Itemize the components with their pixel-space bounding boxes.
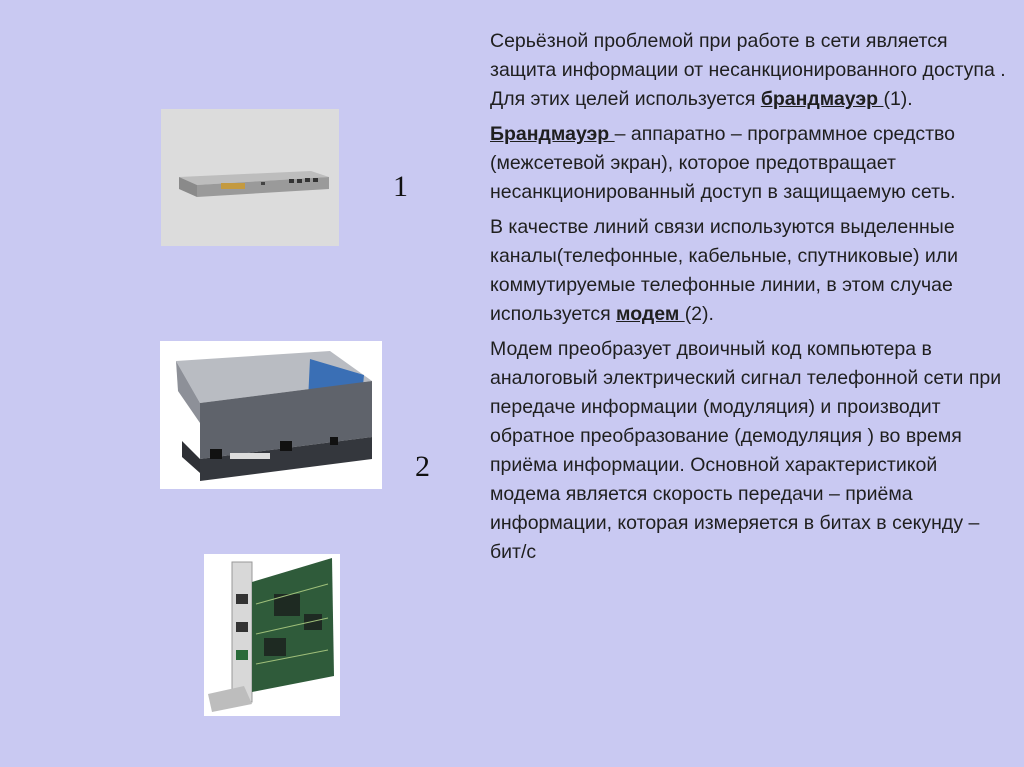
paragraph-tail: (2). — [684, 303, 714, 325]
term-firewall-link: брандмауэр — [760, 88, 884, 110]
paragraph-text: – аппаратно – программное средство (межсетевой экран), которое предотвращает несанкционированный доступ в защищаемую сеть. — [490, 123, 956, 203]
paragraph-firewall-definition — [490, 120, 1010, 207]
paragraph-modem-description — [490, 335, 1010, 567]
paragraph-tail: (1). — [883, 88, 913, 110]
modem-device-image — [160, 341, 382, 489]
paragraph-communication-lines — [490, 213, 1010, 329]
figure-number-2: 2 — [415, 450, 430, 483]
figure-number-1: 1 — [393, 170, 408, 203]
paragraph-text: В качестве линий связи используются выделенные каналы(телефонные, кабельные, спутниковые) или коммутируемые телефонные линии, в этом случае используется — [490, 216, 959, 325]
paragraph-firewall-intro — [490, 27, 1010, 114]
term-firewall-heading: Брандмауэр — [490, 123, 615, 145]
paragraph-text: Серьёзной проблемой при работе в сети является защита информации от несанкционированного доступа . Для этих целей используется — [490, 30, 1006, 110]
network-card-image — [204, 554, 340, 716]
paragraph-text: Модем преобразует двоичный код компьютера в аналоговый электрический сигнал телефонной сети при передаче информации (модуляция) и производит обратное преобразование (демодуляция ) во время приёма информации. Основной характеристикой модема является скорость передачи – приёма информации, которая измеряется в битах в секунду –бит/с — [490, 338, 1002, 563]
firewall-device-image — [161, 109, 339, 246]
text-column — [490, 27, 1010, 573]
term-modem: модем — [616, 303, 685, 325]
